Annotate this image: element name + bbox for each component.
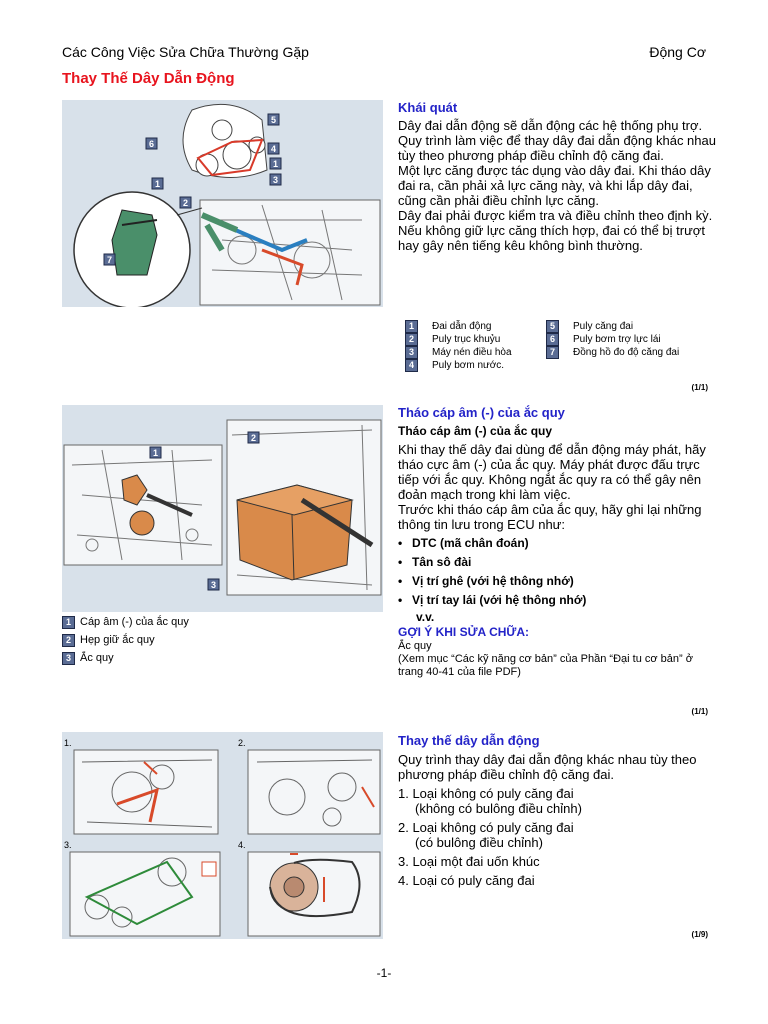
svg-text:1: 1 (152, 448, 159, 458)
callout-badge (208, 579, 219, 590)
legend-label: Puly bơm trợ lực lái (573, 334, 661, 345)
subheading: Tháo cáp âm (-) của ắc quy (398, 424, 553, 438)
svg-text:3: 3 (210, 580, 217, 590)
number-badge: 2 (405, 333, 418, 346)
panel-label: 1. (64, 738, 72, 748)
svg-text:1: 1 (154, 179, 161, 189)
paragraph: Quy trình thay dây đai dẫn động khác nhau tùy theo phương pháp điều chỉnh độ căng đai. (398, 752, 697, 782)
legend-label: Puly bơm nước. (432, 360, 505, 371)
paragraph: Dây đai phải được kiểm tra và điều chỉnh theo định kỳ. (398, 208, 713, 223)
number-badge: 6 (546, 333, 559, 346)
callout-badge (268, 143, 279, 154)
list-item (398, 873, 718, 888)
belt-overview-illustration (62, 100, 383, 307)
legend-item (405, 333, 512, 346)
panel-label: 2. (238, 738, 246, 748)
legend-label: Đai dẫn động (432, 321, 492, 332)
page-counter: (1/9) (691, 930, 708, 939)
legend-label: Puly trục khuỷu (432, 334, 501, 345)
battery-text (398, 424, 716, 679)
legend-overview-left (405, 320, 512, 372)
list-item (398, 786, 718, 816)
paragraph: Nếu không giữ lực căng thích hợp, đai có thể bị trượt hay gây nên tiếng kêu không bình thường. (398, 223, 705, 253)
step-title: 4. Loại có puly căng đai (398, 873, 535, 888)
legend-item (546, 346, 679, 359)
replace-belt-text (398, 752, 718, 892)
document-header-left: Các Công Việc Sửa Chữa Thường Gặp (62, 44, 309, 60)
legend-label: Máy nén điều hòa (432, 347, 512, 358)
callout-badge (104, 254, 115, 265)
step-title: 2. Loại không có puly căng đai (398, 820, 574, 835)
legend-item (405, 320, 512, 333)
number-badge: 1 (62, 616, 75, 629)
svg-text:1: 1 (272, 159, 279, 169)
legend-label: Puly căng đai (573, 321, 634, 332)
document-header-right: Động Cơ (649, 44, 706, 60)
step-note: (không có bulông điều chỉnh) (415, 801, 582, 816)
callout-badge (270, 158, 281, 169)
paragraph: Quy trình làm việc để thay dây đai dẫn động khác nhau tùy theo phương pháp điều chỉnh độ căng đai. (398, 133, 716, 163)
number-badge: 7 (546, 346, 559, 359)
number-badge: 1 (405, 320, 418, 333)
callout-badge (268, 114, 279, 125)
callout-badge (150, 447, 161, 458)
svg-text:3: 3 (272, 175, 279, 185)
svg-text:7: 7 (106, 255, 113, 265)
list-item (398, 854, 718, 869)
step-title: 1. Loại không có puly căng đai (398, 786, 574, 801)
step-title: 3. Loại một đai uốn khúc (398, 854, 540, 869)
number-badge: 5 (546, 320, 559, 333)
panel-label: 3. (64, 840, 72, 850)
callout-badge (180, 197, 191, 208)
number-badge: 3 (62, 652, 75, 665)
paragraph: Một lực căng được tác dụng vào dây đai. Khi tháo dây đai ra, cần phải xả lực căng này, và khi lắp dây đai, cũng cần phải điều chỉnh lực căng. (398, 163, 711, 208)
list-item: • Tân sô đài (398, 553, 716, 572)
section-title-replace-belt: Thay thế dây dẫn động (398, 733, 540, 748)
svg-text:5: 5 (270, 115, 277, 125)
legend-item (405, 359, 512, 372)
paragraph: Trước khi tháo cáp âm của ắc quy, hãy ghi lại những thông tin lưu trong ECU như: (398, 502, 702, 532)
section-title-overview: Khái quát (398, 100, 458, 115)
svg-text:6: 6 (148, 139, 155, 149)
legend-item (62, 631, 189, 649)
number-badge: 3 (405, 346, 418, 359)
legend-battery (62, 613, 189, 667)
repair-tip-line: Ắc quy (398, 640, 432, 652)
legend-label: Ắc quy (80, 651, 114, 664)
panel-label: 4. (238, 840, 246, 850)
ecu-info-list (398, 534, 716, 610)
callout-badge (270, 174, 281, 185)
list-item: • Vị trí tay lái (với hệ thông nhớ) (398, 591, 716, 610)
belt-types-illustration (62, 732, 383, 939)
callout-badge (152, 178, 163, 189)
belt-type-list (398, 786, 718, 888)
page-counter: (1/1) (691, 383, 708, 392)
legend-label: Hẹp giữ ắc quy (80, 633, 155, 646)
legend-item (62, 613, 189, 631)
repair-tip-title: GỢI Ý KHI SỬA CHỮA: (398, 625, 530, 639)
list-item (398, 820, 718, 850)
etc-text: v.v. (416, 610, 435, 624)
legend-label: Cáp âm (-) của ắc quy (80, 615, 189, 628)
legend-label: Đồng hồ đo độ căng đai (573, 347, 680, 358)
section-title-battery: Tháo cáp âm (-) của ắc quy (398, 405, 565, 420)
repair-tip-line: (Xem mục “Các kỹ năng cơ bản” của Phần “Đại tu cơ bản” ở trang 40-41 của file PDF) (398, 653, 693, 678)
list-item: • Vị trí ghê (với hệ thông nhớ) (398, 572, 716, 591)
callout-badge (146, 138, 157, 149)
number-badge: 4 (405, 359, 418, 372)
legend-item (546, 333, 679, 346)
battery-cable-illustration (62, 405, 383, 612)
svg-text:2: 2 (250, 433, 257, 443)
page-title: Thay Thế Dây Dẫn Động (62, 70, 235, 87)
page-counter: (1/1) (691, 707, 708, 716)
number-badge: 2 (62, 634, 75, 647)
overview-text (398, 118, 716, 253)
list-item: • DTC (mã chân đoán) (398, 534, 716, 553)
paragraph: Dây đai dẫn động sẽ dẫn động các hệ thống phụ trợ. (398, 118, 703, 133)
callout-badge (248, 432, 259, 443)
legend-item (405, 346, 512, 359)
legend-item (546, 320, 679, 333)
legend-overview-right (546, 320, 679, 359)
legend-item (62, 649, 189, 667)
svg-text:4: 4 (270, 144, 277, 154)
svg-text:2: 2 (182, 198, 189, 208)
paragraph: Khi thay thế dây đai dùng để dẫn động máy phát, hãy tháo cực âm (-) của ắc quy. Máy phát được đấu trực tiếp với ắc quy. Không ngắt ắc quy ra có thể gây nên đoản mạch trong khi làm việc. (398, 442, 706, 502)
page-number: -1- (376, 966, 392, 980)
step-note: (có bulông điều chỉnh) (415, 835, 543, 850)
